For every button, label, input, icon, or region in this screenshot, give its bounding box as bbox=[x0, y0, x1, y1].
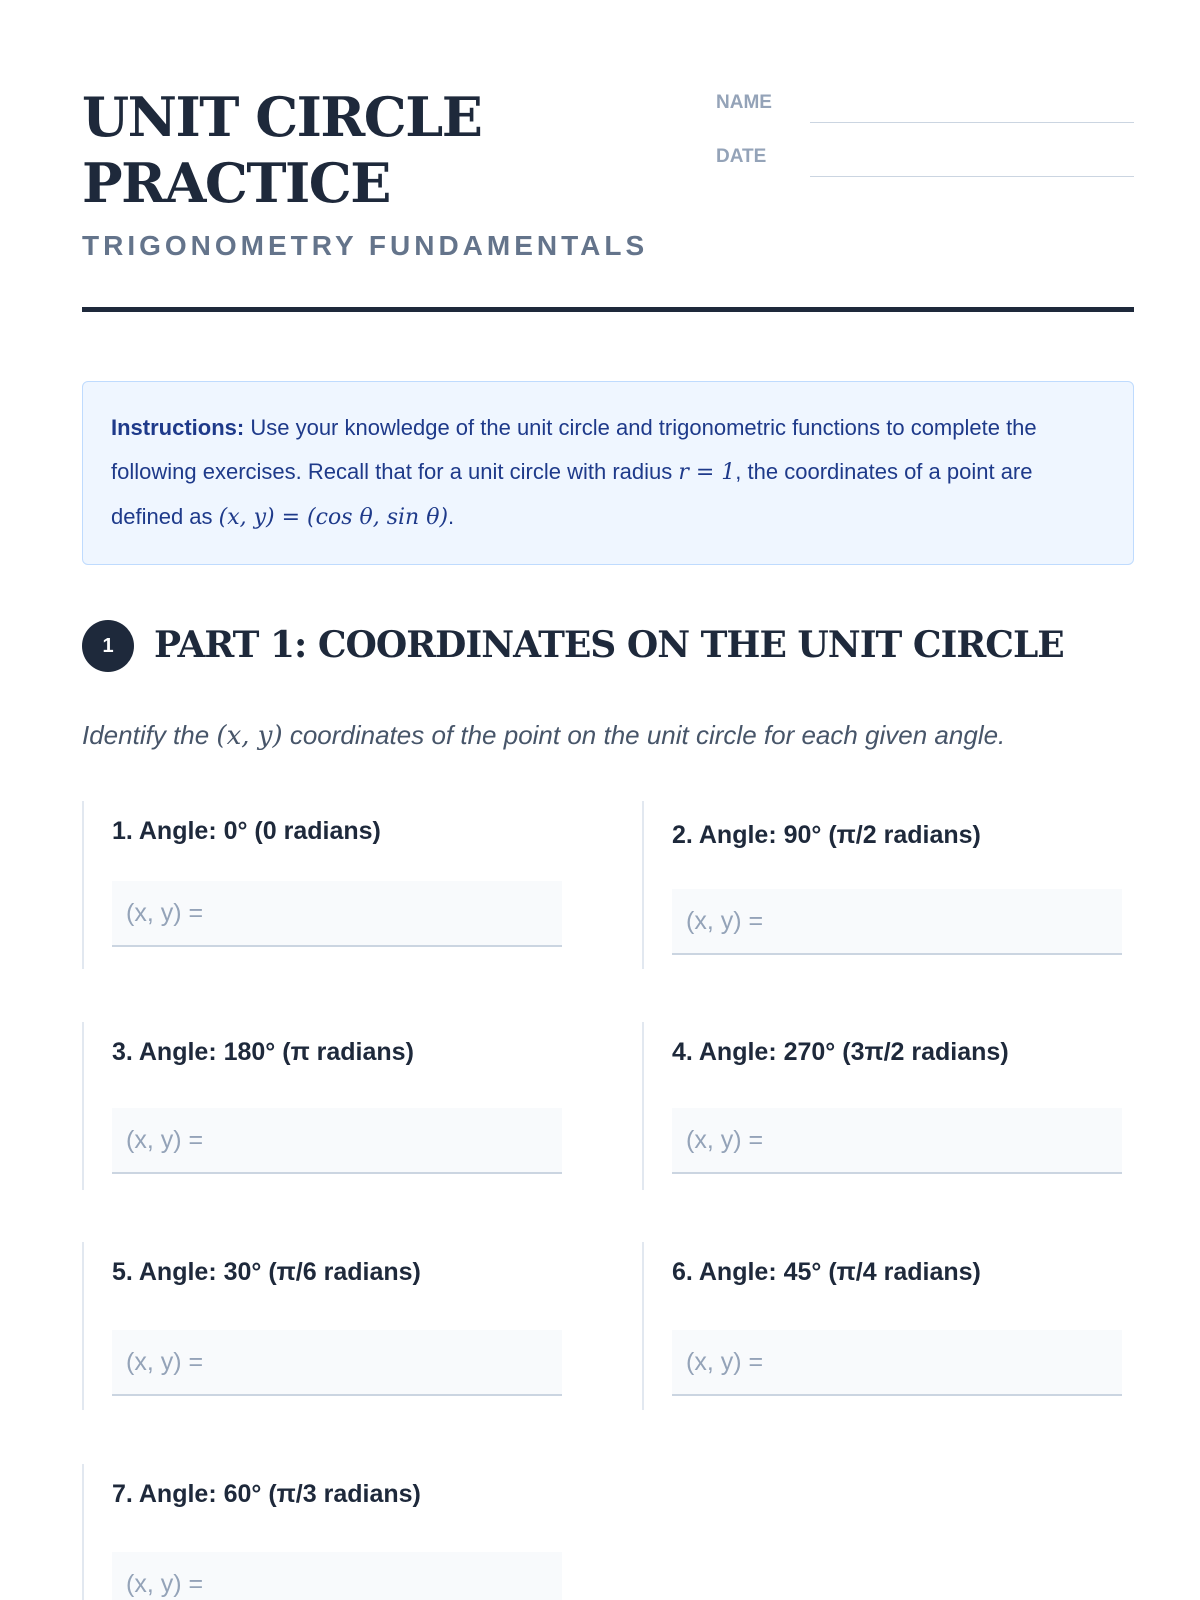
question-4 bbox=[642, 1022, 1120, 1190]
question-5-label: 5. Angle: 30° (π/6 radians) bbox=[112, 1258, 421, 1286]
name-field[interactable] bbox=[810, 122, 1134, 123]
title-line-1: UNIT CIRCLE bbox=[82, 85, 482, 149]
answer-placeholder: (x, y) = bbox=[126, 898, 204, 927]
question-2 bbox=[642, 801, 1120, 969]
part-desc-math: (x, y) bbox=[216, 721, 283, 751]
instructions-box bbox=[82, 381, 1134, 565]
question-6-label: 6. Angle: 45° (π/4 radians) bbox=[672, 1258, 981, 1286]
question-1-label: 1. Angle: 0° (0 radians) bbox=[112, 817, 381, 845]
question-7-label: 7. Angle: 60° (π/3 radians) bbox=[112, 1480, 421, 1508]
question-2-label: 2. Angle: 90° (π/2 radians) bbox=[672, 821, 981, 849]
header-divider bbox=[82, 307, 1134, 312]
instructions-text-1: Use your knowledge of the unit circle and trigonometric functions to complete the following exercises. Recall that for a unit circle with radius bbox=[111, 415, 1037, 484]
instructions-math-2: (x, y) = (cos θ, sin θ) bbox=[218, 505, 449, 530]
answer-placeholder: (x, y) = bbox=[686, 1347, 764, 1376]
part-desc-after: coordinates of the point on the unit circle for each given angle. bbox=[282, 720, 1006, 750]
answer-placeholder: (x, y) = bbox=[126, 1125, 204, 1154]
question-3 bbox=[82, 1022, 560, 1190]
date-label: DATE bbox=[716, 146, 767, 167]
question-1 bbox=[82, 801, 560, 969]
name-label: NAME bbox=[716, 92, 772, 113]
question-5-answer-field[interactable] bbox=[112, 1330, 562, 1396]
question-4-label: 4. Angle: 270° (3π/2 radians) bbox=[672, 1038, 1009, 1066]
question-1-answer-field[interactable] bbox=[112, 881, 562, 947]
page-title bbox=[82, 84, 481, 216]
question-3-answer-field[interactable] bbox=[112, 1108, 562, 1174]
part-title: PART 1: COORDINATES ON THE UNIT CIRCLE bbox=[154, 624, 1064, 666]
answer-placeholder: (x, y) = bbox=[126, 1569, 204, 1598]
answer-placeholder: (x, y) = bbox=[686, 1125, 764, 1154]
question-6-answer-field[interactable] bbox=[672, 1330, 1122, 1396]
page-subtitle: TRIGONOMETRY FUNDAMENTALS bbox=[82, 230, 649, 261]
question-4-answer-field[interactable] bbox=[672, 1108, 1122, 1174]
answer-placeholder: (x, y) = bbox=[686, 906, 764, 935]
title-line-2: PRACTICE bbox=[82, 151, 390, 215]
part-description bbox=[82, 720, 1005, 751]
student-info bbox=[716, 88, 1134, 196]
date-row bbox=[716, 142, 1134, 196]
question-7-answer-field[interactable] bbox=[112, 1552, 562, 1600]
part-desc-before: Identify the bbox=[82, 720, 217, 750]
part-number-badge: 1 bbox=[82, 620, 134, 672]
question-7 bbox=[82, 1464, 560, 1600]
worksheet-header bbox=[82, 84, 1134, 314]
answer-placeholder: (x, y) = bbox=[126, 1347, 204, 1376]
date-field[interactable] bbox=[810, 176, 1134, 177]
question-5 bbox=[82, 1242, 560, 1410]
question-6 bbox=[642, 1242, 1120, 1410]
question-2-answer-field[interactable] bbox=[672, 889, 1122, 955]
instructions-math-1: r = 1 bbox=[678, 460, 736, 485]
instructions-text-3: . bbox=[448, 504, 455, 529]
name-row bbox=[716, 88, 1134, 142]
instructions-lead: Instructions: bbox=[111, 415, 245, 440]
instructions-text-2: , the coordinates of a point are defined as bbox=[111, 459, 1033, 529]
question-3-label: 3. Angle: 180° (π radians) bbox=[112, 1038, 414, 1066]
